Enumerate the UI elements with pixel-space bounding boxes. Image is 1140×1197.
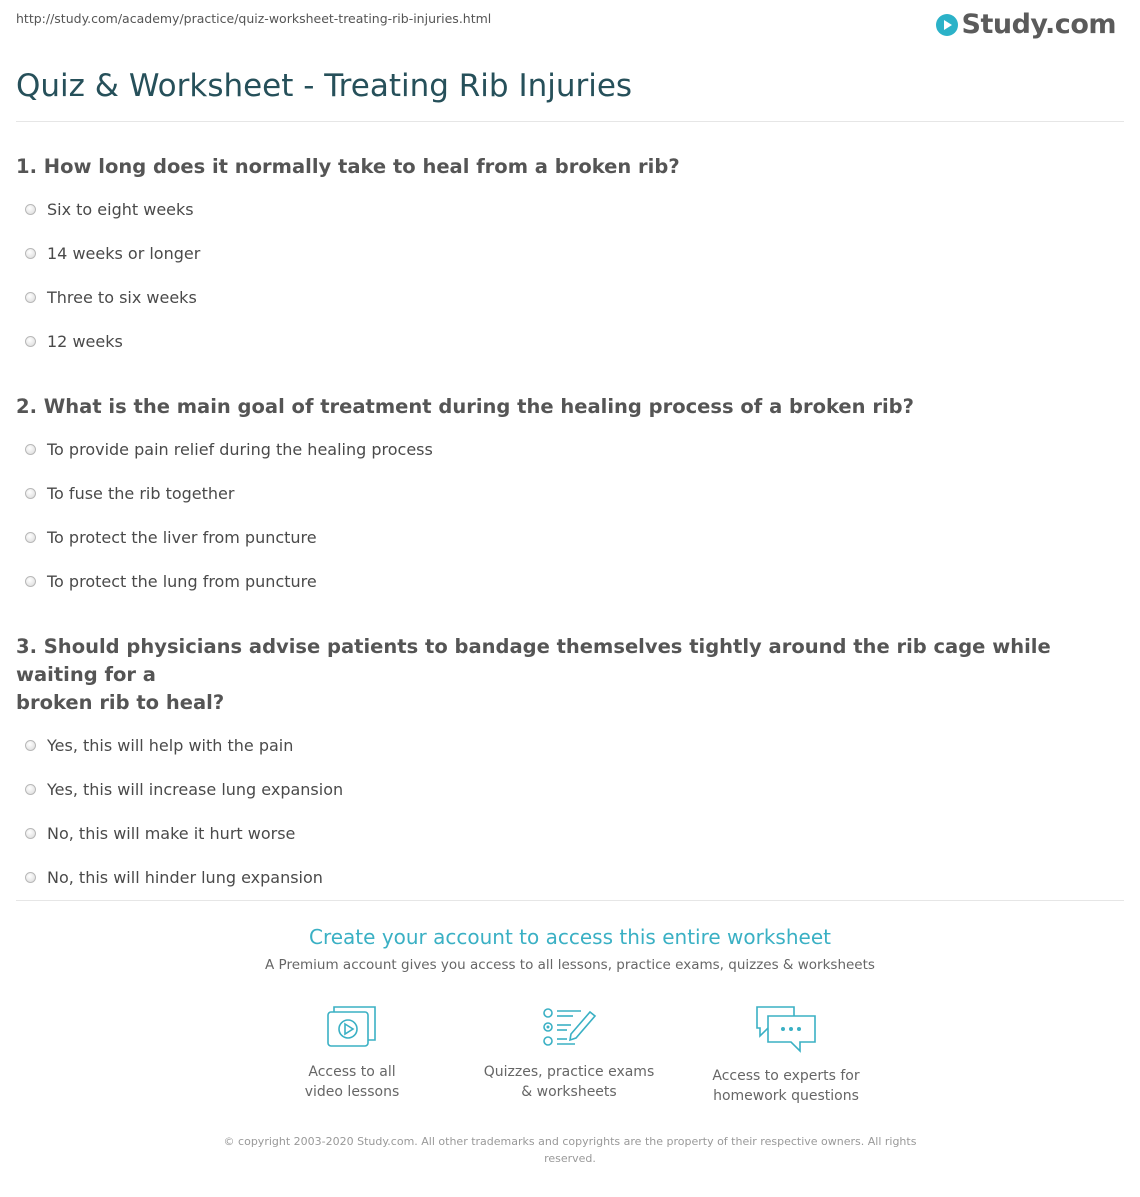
answer-option[interactable]: [16, 427, 1080, 471]
quiz-list-icon: [541, 1004, 597, 1050]
title-divider: [16, 121, 1124, 122]
feature-label: [469, 1062, 669, 1102]
feature-label-line-2: video lessons: [304, 1084, 400, 1100]
answer-label: Yes, this will increase lung expansion: [47, 779, 344, 799]
feature-label-line-1: Quizzes, practice exams: [483, 1064, 655, 1080]
answer-label: Three to six weeks: [47, 287, 197, 307]
answer-options: [16, 187, 1080, 363]
feature-label-line-2: homework questions: [713, 1088, 859, 1104]
answer-label: To protect the lung from puncture: [47, 571, 317, 591]
answer-label: No, this will hinder lung expansion: [47, 867, 323, 887]
question-3: [16, 633, 1100, 899]
answer-label: To fuse the rib together: [47, 483, 235, 503]
answer-option[interactable]: [16, 855, 1100, 899]
feature-label: [252, 1062, 452, 1102]
radio-button[interactable]: [25, 576, 36, 587]
answer-label: Six to eight weeks: [47, 199, 194, 219]
radio-button[interactable]: [25, 248, 36, 259]
answer-label: Yes, this will help with the pain: [47, 735, 294, 755]
copyright-line-2: reserved.: [544, 1152, 596, 1165]
top-bar: [16, 11, 1116, 41]
feature-label-line-1: Access to all: [308, 1064, 396, 1080]
answer-option[interactable]: [16, 319, 1080, 363]
feature-experts: [686, 1004, 886, 1106]
page-title: Quiz & Worksheet - Treating Rib Injuries: [16, 68, 633, 104]
answer-label: To provide pain relief during the healing process: [47, 439, 433, 459]
chat-bubbles-icon: [754, 1004, 818, 1054]
answer-option[interactable]: [16, 187, 1080, 231]
feature-label-line-1: Access to experts for: [712, 1068, 860, 1084]
study-logo[interactable]: [936, 9, 1116, 40]
video-lessons-icon: [326, 1004, 378, 1050]
radio-button[interactable]: [25, 488, 36, 499]
radio-button[interactable]: [25, 532, 36, 543]
copyright-footer: [0, 1133, 1140, 1167]
copyright-line-1: © copyright 2003-2020 Study.com. All other trademarks and copyrights are the property of their respective owners. All rights: [223, 1135, 917, 1148]
radio-button[interactable]: [25, 784, 36, 795]
radio-button[interactable]: [25, 336, 36, 347]
answer-option[interactable]: [16, 231, 1080, 275]
radio-button[interactable]: [25, 872, 36, 883]
radio-button[interactable]: [25, 204, 36, 215]
answer-label: No, this will make it hurt worse: [47, 823, 296, 843]
question-text: 1. How long does it normally take to heal from a broken rib?: [16, 155, 680, 178]
cta-divider: [16, 900, 1124, 901]
feature-label-line-2: & worksheets: [521, 1084, 617, 1100]
features-row: [0, 1004, 1140, 1114]
play-logo-icon: [936, 14, 958, 36]
page-url: http://study.com/academy/practice/quiz-worksheet-treating-rib-injuries.html: [16, 11, 492, 26]
question-text-line-1: 3. Should physicians advise patients to bandage themselves tightly around the rib cage while waiting for a: [16, 635, 1051, 686]
cta-subtitle: A Premium account gives you access to all lessons, practice exams, quizzes & worksheets: [265, 957, 875, 973]
radio-button[interactable]: [25, 828, 36, 839]
feature-label: [686, 1066, 886, 1106]
radio-button[interactable]: [25, 292, 36, 303]
answer-option[interactable]: [16, 767, 1100, 811]
answer-options: [16, 723, 1100, 899]
answer-option[interactable]: [16, 811, 1100, 855]
cta-title-link[interactable]: Create your account to access this entire worksheet: [309, 925, 831, 949]
radio-button[interactable]: [25, 444, 36, 455]
answer-option[interactable]: [16, 515, 1080, 559]
answer-label: To protect the liver from puncture: [47, 527, 317, 547]
answer-option[interactable]: [16, 275, 1080, 319]
logo-text: Study.com: [961, 9, 1116, 40]
answer-options: [16, 427, 1080, 603]
question-text: [16, 633, 1100, 717]
answer-option[interactable]: [16, 471, 1080, 515]
answer-label: 12 weeks: [47, 331, 123, 351]
radio-button[interactable]: [25, 740, 36, 751]
feature-quizzes: [469, 1004, 669, 1102]
question-2: [16, 393, 1080, 603]
feature-video-lessons: [252, 1004, 452, 1102]
answer-option[interactable]: [16, 559, 1080, 603]
question-text: 2. What is the main goal of treatment during the healing process of a broken rib?: [16, 395, 914, 418]
answer-option[interactable]: [16, 723, 1100, 767]
question-1: [16, 153, 1080, 363]
cta-section: [0, 925, 1140, 973]
answer-label: 14 weeks or longer: [47, 243, 201, 263]
question-text-line-2: broken rib to heal?: [16, 691, 225, 714]
